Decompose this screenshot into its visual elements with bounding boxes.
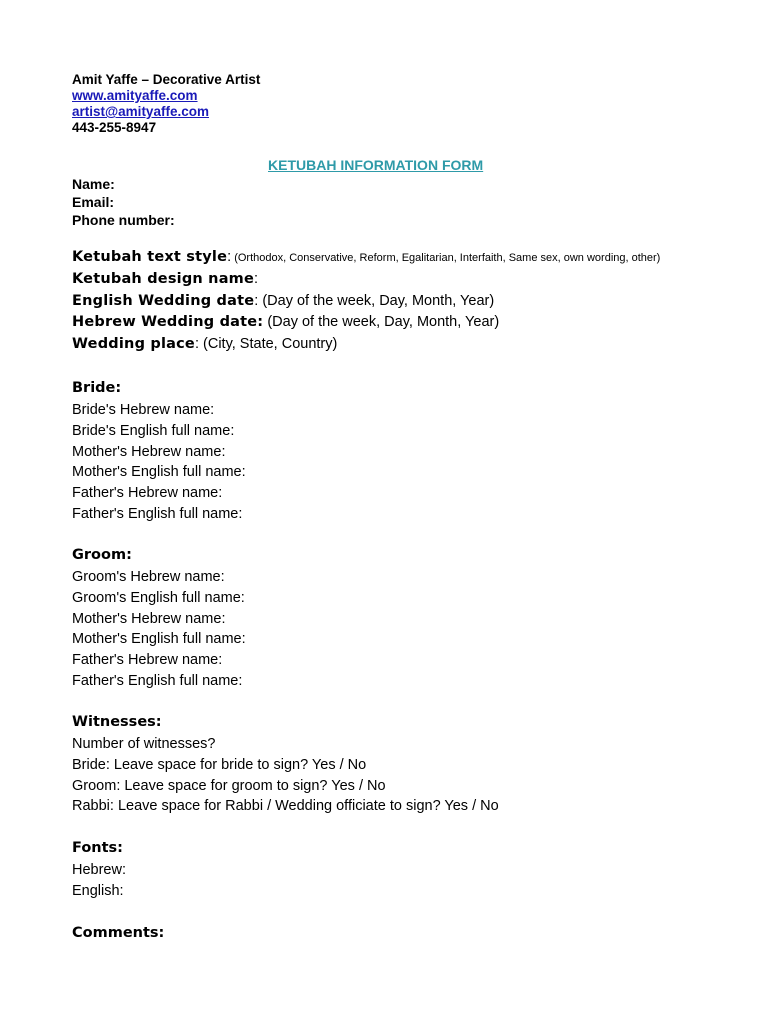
- english-date-note: (Day of the week, Day, Month, Year): [258, 292, 495, 309]
- english-date-line: [72, 291, 660, 313]
- name-field-label: Name:: [72, 176, 115, 192]
- fonts-section: [72, 838, 126, 902]
- bride-mother-hebrew-name: Mother's Hebrew name:: [72, 443, 226, 460]
- artist-header: [72, 72, 712, 136]
- bride-english-name: Bride's English full name:: [72, 422, 235, 439]
- bride-father-hebrew-name: Father's Hebrew name:: [72, 485, 223, 502]
- comments-section: [72, 923, 164, 945]
- hebrew-date-line: [72, 312, 660, 334]
- english-date-sep: :: [254, 292, 259, 309]
- bride-sign-space: Bride: Leave space for bride to sign? Yes / No: [72, 756, 367, 773]
- artist-phone: 443-255-8947: [72, 120, 157, 135]
- rabbi-sign-space: Rabbi: Leave space for Rabbi / Wedding officiate to sign? Yes / No: [72, 798, 499, 815]
- wedding-place-line: [72, 334, 660, 356]
- english-font: English:: [72, 882, 124, 899]
- bride-section: [72, 378, 246, 525]
- comments-heading: Comments:: [72, 925, 165, 941]
- form-title: KETUBAH INFORMATION FORM: [268, 157, 484, 173]
- contact-fields: [72, 175, 175, 229]
- fonts-heading: Fonts:: [72, 840, 123, 856]
- ketubah-details: [72, 247, 660, 356]
- groom-heading: Groom:: [72, 547, 132, 563]
- groom-mother-hebrew-name: Mother's Hebrew name:: [72, 610, 226, 627]
- artist-name: Amit Yaffe – Decorative Artist: [72, 72, 261, 87]
- number-of-witnesses: Number of witnesses?: [72, 736, 216, 752]
- design-name-label: Ketubah design name: [72, 270, 255, 287]
- groom-hebrew-name: Groom's Hebrew name:: [72, 569, 225, 585]
- hebrew-date-label: Hebrew Wedding date:: [72, 314, 264, 331]
- groom-english-name: Groom's English full name:: [72, 589, 245, 606]
- groom-section: [72, 545, 246, 692]
- wedding-place-note: (City, State, Country): [199, 336, 338, 353]
- design-name-sep: :: [254, 270, 259, 287]
- text-style-line: [72, 247, 660, 269]
- text-style-sep: :: [227, 249, 232, 265]
- witnesses-heading: Witnesses:: [72, 714, 162, 730]
- text-style-label: Ketubah text style: [72, 249, 228, 265]
- bride-mother-english-name: Mother's English full name:: [72, 464, 246, 481]
- hebrew-date-note: (Day of the week, Day, Month, Year): [263, 314, 500, 331]
- bride-father-english-name: Father's English full name:: [72, 505, 243, 522]
- wedding-place-label: Wedding place: [72, 336, 195, 353]
- english-date-label: English Wedding date: [72, 292, 255, 309]
- text-style-note: (Orthodox, Conservative, Reform, Egalitarian, Interfaith, Same sex, own wording, other): [231, 252, 661, 264]
- email-link[interactable]: artist@amityaffe.com: [72, 104, 209, 119]
- bride-hebrew-name: Bride's Hebrew name:: [72, 402, 215, 418]
- phone-field-label: Phone number:: [72, 212, 175, 228]
- groom-father-hebrew-name: Father's Hebrew name:: [72, 652, 223, 669]
- hebrew-font: Hebrew:: [72, 862, 126, 878]
- bride-heading: Bride:: [72, 380, 122, 396]
- groom-father-english-name: Father's English full name:: [72, 672, 243, 689]
- groom-sign-space: Groom: Leave space for groom to sign? Yes / No: [72, 777, 386, 794]
- witnesses-section: [72, 712, 499, 817]
- design-name-line: [72, 269, 660, 291]
- wedding-place-sep: :: [194, 336, 199, 353]
- groom-mother-english-name: Mother's English full name:: [72, 631, 246, 648]
- email-field-label: Email:: [72, 194, 115, 210]
- website-link[interactable]: www.amityaffe.com: [72, 88, 198, 103]
- document-page: [72, 72, 712, 941]
